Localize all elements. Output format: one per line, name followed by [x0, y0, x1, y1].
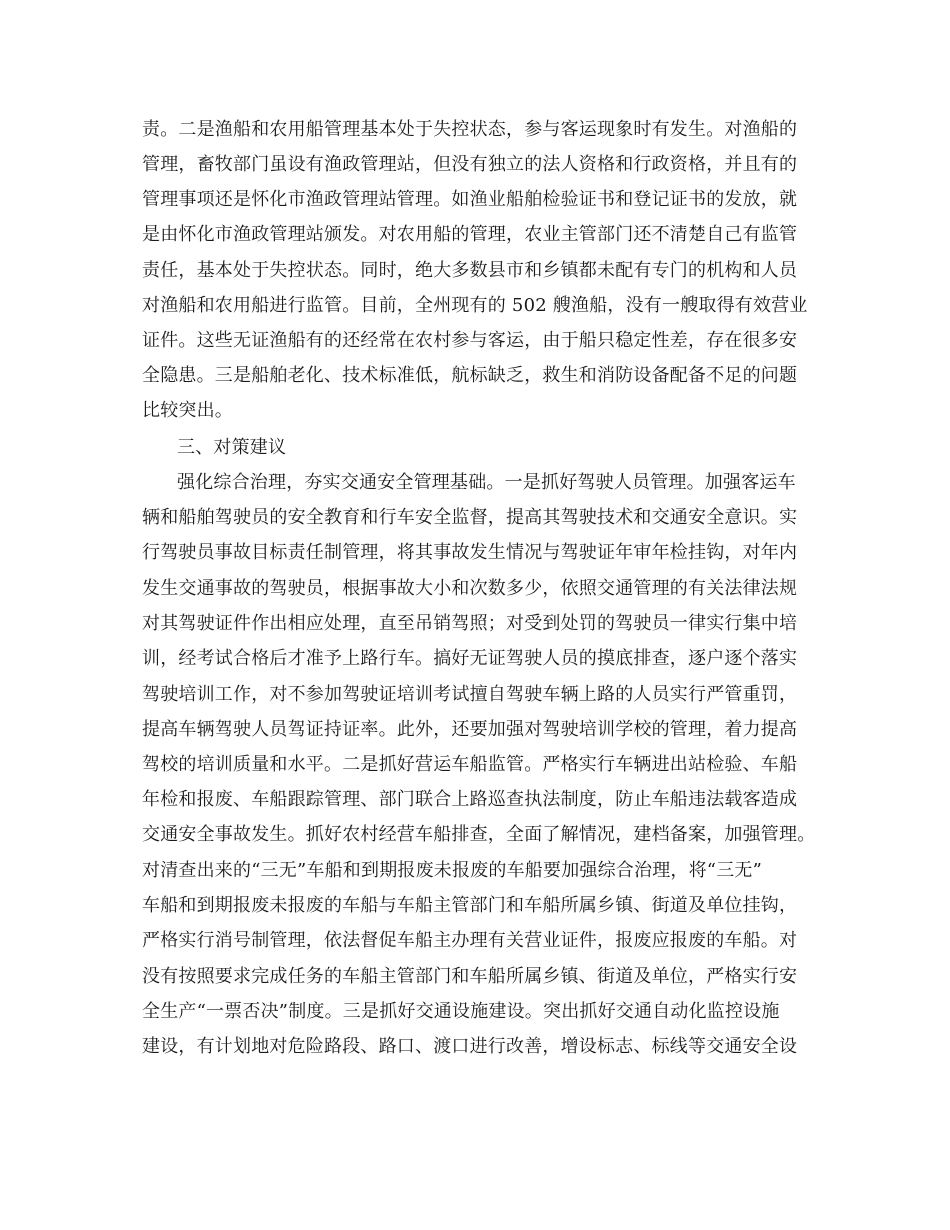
text-line: 年检和报废、车船跟踪管理、部门联合上路巡查执法制度，防止车船违法载客造成	[142, 789, 798, 810]
text-line: 驾驶培训工作，对不参加驾驶证培训考试擅自驾驶车辆上路的人员实行严管重罚，	[142, 684, 798, 705]
text-line: 车船和到期报废未报废的车船与车船主管部门和车船所属乡镇、街道及单位挂钩，	[142, 895, 798, 916]
text-line: 发生交通事故的驾驶员，根据事故大小和次数多少，依照交通管理的有关法律法规	[142, 578, 798, 599]
text-line: 训，经考试合格后才准予上路行车。搞好无证驾驶人员的摸底排查，逐户逐个落实	[142, 648, 798, 669]
text-line: 比较突出。	[142, 400, 233, 421]
text-line: 驾校的培训质量和水平。二是抓好营运车船监管。严格实行车辆进出站检验、车船	[142, 754, 798, 775]
text-line: 责。二是渔船和农用船管理基本处于失控状态，参与客运现象时有发生。对渔船的	[142, 119, 798, 140]
text-line: 没有按照要求完成任务的车船主管部门和车船所属乡镇、街道及单位，严格实行安	[142, 966, 798, 987]
text-line: 交通安全事故发生。抓好农村经营车船排查，全面了解情况，建档备案，加强管理。	[142, 824, 816, 845]
text-line: 行驾驶员事故目标责任制管理，将其事故发生情况与驾驶证年审年检挂钩，对年内	[142, 542, 798, 563]
text-line: 对清查出来的“三无”车船和到期报废未报废的车船要加强综合治理，将“三无”	[142, 860, 763, 881]
text-line: 对渔船和农用船进行监管。目前，全州现有的 502 艘渔船，没有一艘取得有效营业	[142, 295, 808, 316]
text-line: 管理，畜牧部门虽设有渔政管理站，但没有独立的法人资格和行政资格，并且有的	[142, 154, 798, 175]
text-line: 强化综合治理，夯实交通安全管理基础。一是抓好驾驶人员管理。加强客运车	[177, 472, 796, 493]
text-line: 管理事项还是怀化市渔政管理站管理。如渔业船舶检验证书和登记证书的发放，就	[142, 189, 798, 210]
text-line: 对其驾驶证件作出相应处理，直至吊销驾照；对受到处罚的驾驶员一律实行集中培	[142, 613, 798, 634]
text-line: 全隐患。三是船舶老化、技术标准低，航标缺乏，救生和消防设备配备不足的问题	[142, 365, 798, 386]
text-line: 提高车辆驾驶人员驾证持证率。此外，还要加强对驾驶培训学校的管理，着力提高	[142, 719, 798, 740]
text-line: 责任，基本处于失控状态。同时，绝大多数县市和乡镇都未配有专门的机构和人员	[142, 260, 798, 281]
text-line: 证件。这些无证渔船有的还经常在农村参与客运，由于船只稳定性差，存在很多安	[142, 330, 798, 351]
text-line: 辆和船舶驾驶员的安全教育和行车安全监督，提高其驾驶技术和交通安全意识。实	[142, 507, 798, 528]
text-line: 是由怀化市渔政管理站颁发。对农用船的管理，农业主管部门还不清楚自己有监管	[142, 224, 798, 245]
section-heading: 三、对策建议	[177, 437, 287, 458]
text-line: 全生产“一票否决”制度。三是抓好交通设施建设。突出抓好交通自动化监控设施	[142, 1001, 780, 1022]
text-line: 严格实行消号制管理，依法督促车船主办理有关营业证件，报废应报废的车船。对	[142, 930, 798, 951]
text-line: 建设，有计划地对危险路段、路口、渡口进行改善，增设标志、标线等交通安全设	[142, 1036, 798, 1057]
